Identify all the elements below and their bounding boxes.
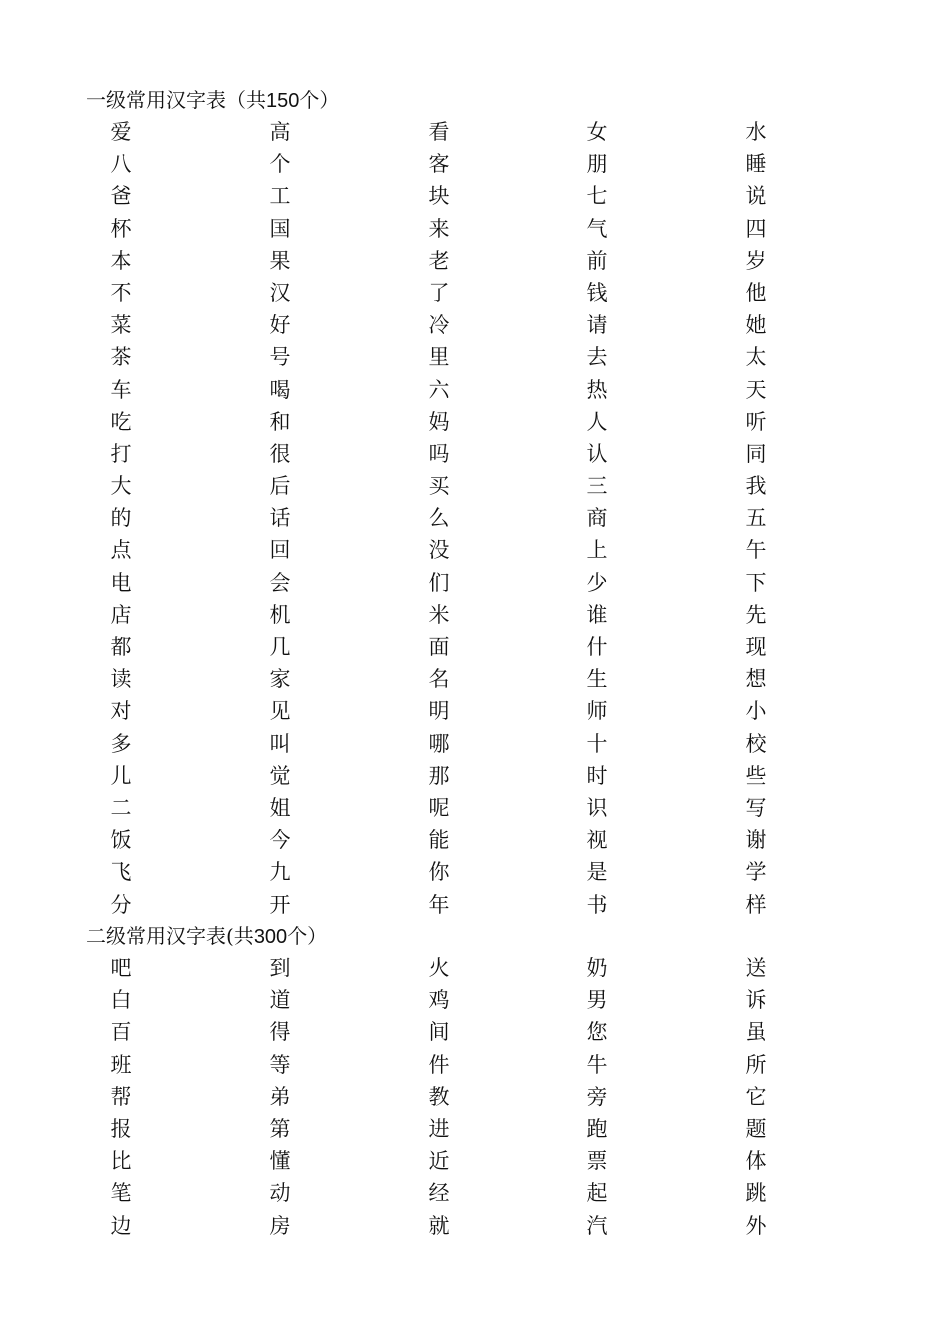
table-row [0, 631, 950, 663]
character-cell: 得 [269, 1020, 291, 1045]
character-cell: 经 [428, 1181, 450, 1206]
character-cell: 近 [428, 1149, 450, 1174]
character-cell: 二 [110, 795, 132, 820]
character-cell: 岁 [745, 248, 767, 273]
character-cell: 虽 [745, 1020, 767, 1045]
character-cell: 上 [586, 538, 608, 563]
character-cell: 茶 [110, 345, 132, 370]
character-cell: 午 [745, 538, 767, 563]
character-cell: 写 [745, 795, 767, 820]
character-cell: 他 [745, 280, 767, 305]
character-cell: 女 [586, 120, 608, 144]
character-cell: 识 [586, 795, 608, 820]
character-cell: 后 [269, 474, 291, 499]
character-cell: 三 [586, 474, 608, 499]
character-cell: 笔 [110, 1181, 132, 1206]
character-cell: 里 [428, 345, 450, 370]
character-cell: 今 [269, 828, 291, 853]
character-cell: 边 [110, 1213, 132, 1238]
character-cell: 点 [110, 538, 132, 563]
character-cell: 姐 [269, 795, 291, 820]
character-cell: 名 [428, 667, 450, 692]
section-level-2 [0, 920, 950, 1242]
character-cell: 商 [586, 506, 608, 531]
character-cell: 店 [110, 602, 132, 627]
character-cell: 工 [269, 184, 291, 209]
table-row [0, 245, 950, 277]
character-cell: 喝 [269, 377, 291, 402]
character-cell: 视 [586, 828, 608, 853]
character-cell: 高 [269, 120, 291, 144]
table-row [0, 1145, 950, 1177]
character-cell: 你 [428, 860, 450, 885]
table-row [0, 1081, 950, 1113]
character-cell: 机 [269, 602, 291, 627]
character-cell: 件 [428, 1052, 450, 1077]
table-row [0, 180, 950, 212]
character-cell: 跑 [586, 1116, 608, 1141]
character-cell: 报 [110, 1116, 132, 1141]
character-cell: 跳 [745, 1181, 767, 1206]
table-row [0, 470, 950, 502]
character-cell: 汉 [269, 280, 291, 305]
character-cell: 没 [428, 538, 450, 563]
character-cell: 第 [269, 1116, 291, 1141]
character-cell: 教 [428, 1084, 450, 1109]
table-row [0, 599, 950, 631]
character-cell: 汽 [586, 1213, 608, 1238]
character-cell: 时 [586, 763, 608, 788]
character-cell: 四 [745, 216, 767, 241]
character-cell: 那 [428, 763, 450, 788]
character-cell: 鸡 [428, 988, 450, 1013]
section-level-1 [0, 84, 950, 921]
character-cell: 家 [269, 667, 291, 692]
character-cell: 杯 [110, 216, 132, 241]
character-cell: 送 [745, 956, 767, 980]
character-cell: 明 [428, 699, 450, 724]
character-cell: 请 [586, 313, 608, 338]
character-cell: 开 [269, 892, 291, 917]
character-cell: 不 [110, 280, 132, 305]
character-cell: 几 [269, 635, 291, 659]
character-cell: 多 [110, 731, 132, 756]
character-cell: 菜 [110, 313, 132, 338]
character-cell: 来 [428, 216, 450, 241]
character-cell: 大 [110, 474, 132, 499]
character-cell: 热 [586, 377, 608, 402]
character-cell: 饭 [110, 828, 132, 853]
character-cell: 现 [745, 635, 767, 659]
character-cell: 朋 [586, 152, 608, 177]
character-cell: 先 [745, 602, 767, 627]
character-cell: 谁 [586, 602, 608, 627]
character-cell: 她 [745, 313, 767, 338]
character-cell: 看 [428, 120, 450, 144]
character-cell: 块 [428, 184, 450, 209]
table-row [0, 1016, 950, 1048]
character-grid [0, 116, 950, 921]
character-cell: 打 [110, 441, 132, 466]
table-row [0, 695, 950, 727]
table-row [0, 116, 950, 148]
character-cell: 果 [269, 248, 291, 273]
character-cell: 爸 [110, 184, 132, 209]
character-cell: 票 [586, 1149, 608, 1174]
character-cell: 觉 [269, 763, 291, 788]
character-cell: 什 [586, 635, 608, 659]
character-cell: 七 [586, 184, 608, 209]
character-cell: 生 [586, 667, 608, 692]
character-cell: 话 [269, 506, 291, 531]
character-cell: 白 [110, 988, 132, 1013]
character-cell: 个 [269, 152, 291, 177]
character-cell: 睡 [745, 152, 767, 177]
character-cell: 会 [269, 570, 291, 595]
character-cell: 儿 [110, 763, 132, 788]
table-row [0, 1177, 950, 1209]
character-cell: 都 [110, 635, 132, 659]
table-row [0, 889, 950, 921]
character-cell: 百 [110, 1020, 132, 1045]
character-cell: 您 [586, 1020, 608, 1045]
character-cell: 牛 [586, 1052, 608, 1077]
character-cell: 么 [428, 506, 450, 531]
character-cell: 冷 [428, 313, 450, 338]
character-cell: 进 [428, 1116, 450, 1141]
character-cell: 想 [745, 667, 767, 692]
table-row [0, 728, 950, 760]
character-cell: 间 [428, 1020, 450, 1045]
character-cell: 号 [269, 345, 291, 370]
character-cell: 师 [586, 699, 608, 724]
character-cell: 比 [110, 1149, 132, 1174]
character-cell: 所 [745, 1052, 767, 1077]
character-cell: 很 [269, 441, 291, 466]
character-cell: 男 [586, 988, 608, 1013]
character-cell: 钱 [586, 280, 608, 305]
character-cell: 吗 [428, 441, 450, 466]
character-cell: 面 [428, 635, 450, 659]
table-row [0, 663, 950, 695]
character-cell: 前 [586, 248, 608, 273]
character-cell: 弟 [269, 1084, 291, 1109]
character-cell: 飞 [110, 860, 132, 885]
table-row [0, 952, 950, 984]
character-cell: 谢 [745, 828, 767, 853]
character-cell: 年 [428, 892, 450, 917]
character-cell: 国 [269, 216, 291, 241]
character-cell: 帮 [110, 1084, 132, 1109]
character-cell: 小 [745, 699, 767, 724]
character-cell: 车 [110, 377, 132, 402]
table-row [0, 760, 950, 792]
table-row [0, 502, 950, 534]
character-cell: 太 [745, 345, 767, 370]
character-cell: 水 [745, 120, 767, 144]
character-cell: 少 [586, 570, 608, 595]
character-cell: 说 [745, 184, 767, 209]
section-heading: 二级常用汉字表(共300个） [86, 924, 328, 948]
character-cell: 样 [745, 892, 767, 917]
character-cell: 是 [586, 860, 608, 885]
character-cell: 见 [269, 699, 291, 724]
character-cell: 分 [110, 892, 132, 917]
character-cell: 我 [745, 474, 767, 499]
character-cell: 电 [110, 570, 132, 595]
character-cell: 气 [586, 216, 608, 241]
character-grid [0, 952, 950, 1242]
character-cell: 认 [586, 441, 608, 466]
character-cell: 买 [428, 474, 450, 499]
character-cell: 对 [110, 699, 132, 724]
section-heading: 一级常用汉字表（共150个） [86, 88, 340, 112]
character-cell: 道 [269, 988, 291, 1013]
character-cell: 就 [428, 1213, 450, 1238]
character-cell: 房 [269, 1213, 291, 1238]
character-cell: 呢 [428, 795, 450, 820]
table-row [0, 148, 950, 180]
character-cell: 诉 [745, 988, 767, 1013]
character-cell: 能 [428, 828, 450, 853]
table-row [0, 824, 950, 856]
character-cell: 体 [745, 1149, 767, 1174]
character-cell: 本 [110, 248, 132, 273]
character-cell: 们 [428, 570, 450, 595]
character-cell: 好 [269, 313, 291, 338]
character-cell: 外 [745, 1213, 767, 1238]
character-cell: 十 [586, 731, 608, 756]
character-cell: 火 [428, 956, 450, 980]
character-cell: 同 [745, 441, 767, 466]
character-cell: 八 [110, 152, 132, 177]
table-row [0, 406, 950, 438]
character-cell: 旁 [586, 1084, 608, 1109]
table-row [0, 341, 950, 373]
character-cell: 题 [745, 1116, 767, 1141]
character-cell: 和 [269, 409, 291, 434]
character-cell: 懂 [269, 1149, 291, 1174]
character-cell: 九 [269, 860, 291, 885]
table-row [0, 567, 950, 599]
table-row [0, 1210, 950, 1242]
character-cell: 书 [586, 892, 608, 917]
table-row [0, 213, 950, 245]
character-cell: 六 [428, 377, 450, 402]
character-cell: 到 [269, 956, 291, 980]
character-cell: 天 [745, 377, 767, 402]
character-cell: 人 [586, 409, 608, 434]
table-row [0, 1049, 950, 1081]
character-cell: 听 [745, 409, 767, 434]
character-cell: 它 [745, 1084, 767, 1109]
table-row [0, 856, 950, 888]
character-cell: 下 [745, 570, 767, 595]
character-cell: 学 [745, 860, 767, 885]
character-cell: 奶 [586, 956, 608, 980]
character-cell: 叫 [269, 731, 291, 756]
character-cell: 班 [110, 1052, 132, 1077]
character-cell: 动 [269, 1181, 291, 1206]
table-row [0, 792, 950, 824]
character-cell: 的 [110, 506, 132, 531]
character-cell: 去 [586, 345, 608, 370]
character-cell: 起 [586, 1181, 608, 1206]
character-cell: 些 [745, 763, 767, 788]
character-cell: 吃 [110, 409, 132, 434]
character-cell: 米 [428, 602, 450, 627]
table-row [0, 534, 950, 566]
table-row [0, 374, 950, 406]
character-cell: 读 [110, 667, 132, 692]
table-row [0, 1113, 950, 1145]
character-cell: 回 [269, 538, 291, 563]
character-cell: 五 [745, 506, 767, 531]
character-cell: 吧 [110, 956, 132, 980]
character-cell: 老 [428, 248, 450, 273]
character-cell: 妈 [428, 409, 450, 434]
table-row [0, 984, 950, 1016]
table-row [0, 277, 950, 309]
character-cell: 哪 [428, 731, 450, 756]
character-cell: 客 [428, 152, 450, 177]
character-cell: 了 [428, 280, 450, 305]
character-cell: 爱 [110, 120, 132, 144]
character-cell: 等 [269, 1052, 291, 1077]
table-row [0, 309, 950, 341]
character-cell: 校 [745, 731, 767, 756]
table-row [0, 438, 950, 470]
